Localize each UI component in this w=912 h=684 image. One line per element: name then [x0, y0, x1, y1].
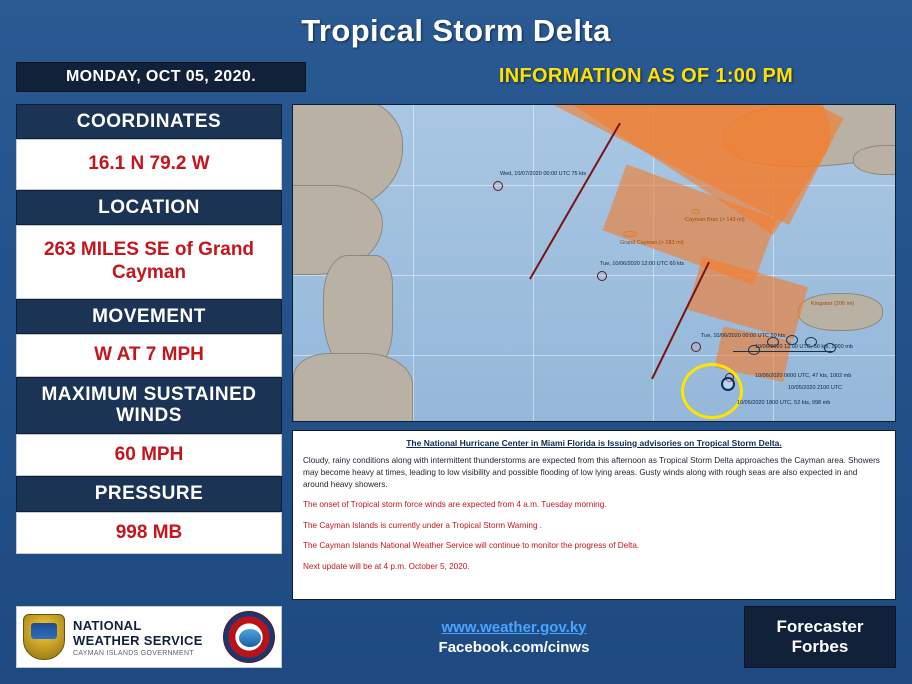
- map-label-kingston: Kingston (206 mi): [811, 301, 855, 307]
- stat-value-location: 263 MILES SE of Grand Cayman: [16, 225, 282, 299]
- info-as-of-text: INFORMATION AS OF 1:00 PM: [498, 64, 794, 87]
- agency-logo-bar: [16, 606, 282, 668]
- cayman-islands-crest-icon: [23, 614, 65, 660]
- map-landmass-nicaragua: [293, 353, 413, 422]
- advisory-date: MONDAY, OCT 05, 2020.: [65, 68, 257, 85]
- facebook-link[interactable]: Facebook.com/cinws: [438, 638, 590, 656]
- map-label: 10/05/2020 1800 UTC, 52 kts, 998 mb: [737, 400, 831, 406]
- map-label: Wed, 10/07/2020 00:00 UTC 75 kts: [500, 171, 587, 177]
- stat-value-max-sustained-winds: 60 MPH: [16, 434, 282, 477]
- discussion-paragraph: The Cayman Islands National Weather Service will continue to monitor the progress of Delta.: [303, 541, 640, 551]
- stat-value-movement: W AT 7 MPH: [16, 334, 282, 377]
- stat-label-pressure: PRESSURE: [16, 476, 282, 511]
- forecast-point-marker: [691, 342, 701, 352]
- storm-stats-panel: [16, 104, 282, 554]
- stat-value-pressure: 998 MB: [16, 512, 282, 555]
- stat-label-max-sustained-winds: MAXIMUM SUSTAINED WINDS: [16, 377, 282, 434]
- past-track-line: [733, 351, 833, 352]
- discussion-paragraph: Next update will be at 4 p.m. October 5, 2020.: [303, 562, 470, 572]
- map-label: 10/06/2020 0600 UTC, 47 kts, 1002 mb: [755, 373, 852, 379]
- tropical-storm-warning-ring: [681, 363, 743, 419]
- map-label-grand-cayman: Grand Cayman (> 183 mi): [620, 240, 684, 246]
- forecast-point-marker: [597, 271, 607, 281]
- map-label: Tue, 10/06/2020 00:00 UTC 50 kts: [701, 333, 786, 339]
- stat-label-movement: MOVEMENT: [16, 299, 282, 334]
- map-label: Tue, 10/06/2020 12:00 UTC 60 kts: [600, 261, 685, 267]
- stat-label-location: LOCATION: [16, 190, 282, 225]
- page-title: Tropical Storm Delta: [301, 13, 611, 48]
- map-label: 10/05/2020 2100 UTC: [788, 385, 843, 391]
- forecast-track-map[interactable]: [292, 104, 896, 422]
- map-gridline: [413, 105, 414, 422]
- agency-name-line2: WEATHER SERVICE: [73, 632, 203, 648]
- agency-name-line1: NATIONAL: [73, 617, 142, 633]
- info-as-of-banner: [396, 60, 896, 92]
- discussion-paragraph: Cloudy, rainy conditions along with intermittent thunderstorms are expected from this afternoon as Tropical Storm Delta approaches the Cayman area. Showers may become heavy at times, leading to low visibility and possible flooding of low lying areas. Gusty winds along with rough seas are also expected in and around heavy showers.: [303, 456, 880, 489]
- current-position-marker: [721, 377, 735, 391]
- footer-links: [292, 606, 736, 668]
- forecaster-label: Forecaster: [776, 617, 864, 637]
- discussion-paragraph: The Cayman Islands is currently under a Tropical Storm Warning .: [303, 520, 543, 530]
- forecaster-box: [744, 606, 896, 668]
- header-title-bar: [0, 0, 912, 62]
- forecaster-name: Forbes: [791, 637, 849, 656]
- agency-name: [73, 618, 223, 657]
- advisory-date-box: [16, 62, 306, 92]
- map-label: 10/06/2020 12:00 UTC, 50 kts, 1000 mb: [755, 344, 853, 350]
- stat-value-coordinates: 16.1 N 79.2 W: [16, 139, 282, 190]
- national-weather-service-seal-icon: [223, 611, 275, 663]
- map-label-cayman-brac: Cayman Brac (> 143 mi): [685, 217, 745, 223]
- map-gridline: [533, 105, 534, 422]
- forecast-point-marker: [493, 181, 503, 191]
- discussion-panel: [292, 430, 896, 600]
- discussion-heading: The National Hurricane Center in Miami Florida is Issuing advisories on Tropical Storm Delta.: [406, 438, 782, 448]
- agency-name-line3: CAYMAN ISLANDS GOVERNMENT: [73, 649, 194, 657]
- map-landmass-jamaica: [798, 293, 883, 331]
- website-link[interactable]: www.weather.gov.ky: [441, 618, 587, 636]
- discussion-paragraph: The onset of Tropical storm force winds are expected from 4 a.m. Tuesday morning.: [303, 499, 607, 509]
- stat-label-coordinates: COORDINATES: [16, 104, 282, 139]
